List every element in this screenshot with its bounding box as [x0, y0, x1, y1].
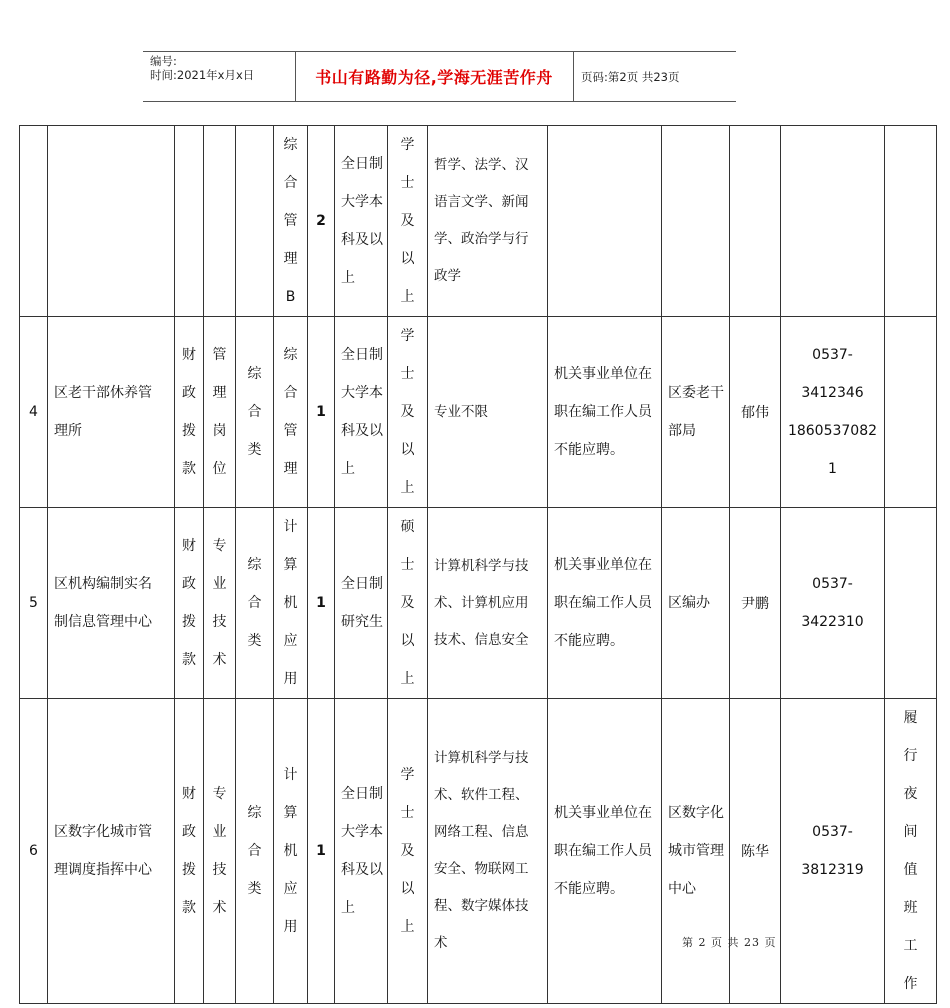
education-requirement: 全日制 研究生	[335, 508, 388, 699]
education-requirement: 全日制 大学本 科及以 上	[335, 699, 388, 1004]
page-footer: 第 2 页 共 23 页	[682, 936, 777, 949]
post-category: 综 合 类	[236, 699, 274, 1004]
contact-person: 郁伟	[730, 317, 781, 508]
major-requirement: 计算机科学与技 术、计算机应用 技术、信息安全	[428, 508, 548, 699]
post-type: 专 业 技 术	[204, 699, 236, 1004]
header-divider	[573, 51, 574, 102]
education-requirement: 全日制 大学本 科及以 上	[335, 126, 388, 317]
other-requirement: 机关事业单位在 职在编工作人员 不能应聘。	[548, 699, 662, 1004]
supervising-department: 区委老干 部局	[662, 317, 730, 508]
post-name: 综 合 管 理 B	[274, 126, 308, 317]
contact-phone: 0537- 3412346 1860537082 1	[781, 317, 885, 508]
other-requirement: 机关事业单位在 职在编工作人员 不能应聘。	[548, 508, 662, 699]
post-name: 综 合 管 理	[274, 317, 308, 508]
document-number-label: 编号:	[150, 54, 177, 68]
row-index: 5	[20, 508, 48, 699]
page-header	[143, 51, 736, 102]
supervising-department: 区编办	[662, 508, 730, 699]
funding-source: 财 政 拨 款	[175, 699, 204, 1004]
degree-requirement: 硕 士 及 以 上	[388, 508, 428, 699]
table-row	[20, 699, 937, 1004]
post-category: 综 合 类	[236, 508, 274, 699]
remark: 履 行 夜 间 值 班 工 作	[885, 699, 937, 1004]
post-type: 管 理 岗 位	[204, 317, 236, 508]
employer-unit: 区机构编制实名 制信息管理中心	[48, 508, 175, 699]
employer-unit: 区老干部休养管 理所	[48, 317, 175, 508]
contact-phone: 0537- 3812319	[781, 699, 885, 1004]
hire-count: 1	[308, 699, 335, 1004]
contact-person: 尹鹏	[730, 508, 781, 699]
row-index: 6	[20, 699, 48, 1004]
contact-phone: 0537- 3422310	[781, 508, 885, 699]
degree-requirement: 学 士 及 以 上	[388, 699, 428, 1004]
hire-count: 2	[308, 126, 335, 317]
supervising-department: 区数字化 城市管理 中心	[662, 699, 730, 1004]
employer-unit: 区数字化城市管 理调度指挥中心	[48, 699, 175, 1004]
hire-count: 1	[308, 508, 335, 699]
major-requirement: 哲学、法学、汉 语言文学、新闻 学、政治学与行 政学	[428, 126, 548, 317]
supervising-department	[662, 126, 730, 317]
major-requirement: 计算机科学与技 术、软件工程、 网络工程、信息 安全、物联网工 程、数字媒体技 术	[428, 699, 548, 1004]
page-indicator: 页码:第2页 共23页	[581, 70, 680, 84]
other-requirement	[548, 126, 662, 317]
post-name: 计 算 机 应 用	[274, 699, 308, 1004]
post-type	[204, 126, 236, 317]
table-row	[20, 508, 937, 699]
contact-person	[730, 126, 781, 317]
funding-source: 财 政 拨 款	[175, 317, 204, 508]
contact-phone	[781, 126, 885, 317]
funding-source	[175, 126, 204, 317]
remark	[885, 126, 937, 317]
other-requirement: 机关事业单位在 职在编工作人员 不能应聘。	[548, 317, 662, 508]
table-row	[20, 317, 937, 508]
post-name: 计 算 机 应 用	[274, 508, 308, 699]
degree-requirement: 学 士 及 以 上	[388, 317, 428, 508]
remark	[885, 317, 937, 508]
header-motto: 书山有路勤为径,学海无涯苦作舟	[315, 68, 553, 87]
education-requirement: 全日制 大学本 科及以 上	[335, 317, 388, 508]
hire-count: 1	[308, 317, 335, 508]
major-requirement: 专业不限	[428, 317, 548, 508]
row-index: 4	[20, 317, 48, 508]
post-category: 综 合 类	[236, 317, 274, 508]
recruitment-table	[19, 125, 937, 1004]
employer-unit	[48, 126, 175, 317]
row-index	[20, 126, 48, 317]
contact-person: 陈华	[730, 699, 781, 1004]
post-category	[236, 126, 274, 317]
document-time-label: 时间:2021年x月x日	[150, 68, 255, 82]
table-row	[20, 126, 937, 317]
funding-source: 财 政 拨 款	[175, 508, 204, 699]
post-type: 专 业 技 术	[204, 508, 236, 699]
remark	[885, 508, 937, 699]
degree-requirement: 学 士 及 以 上	[388, 126, 428, 317]
